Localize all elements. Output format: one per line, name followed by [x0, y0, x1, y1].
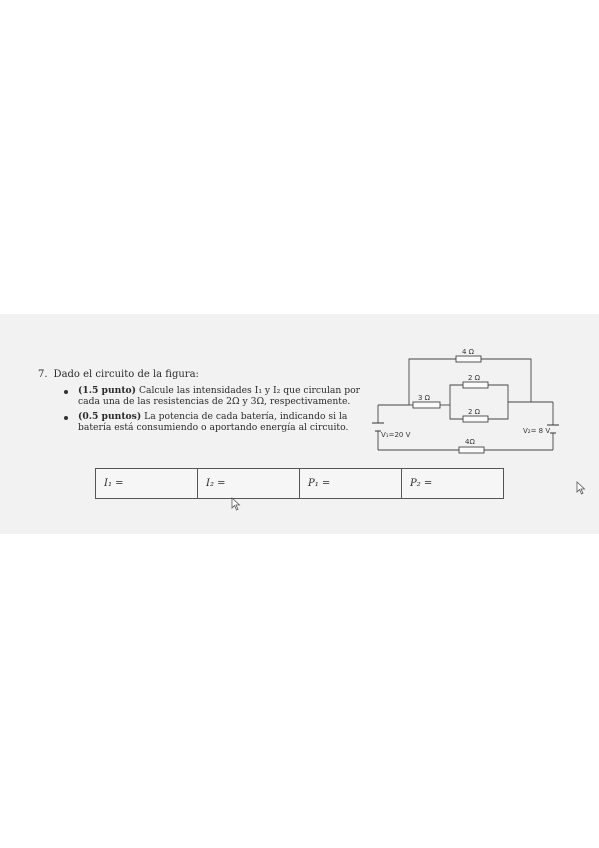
answer-table: [95, 468, 504, 499]
problem-item-1: [60, 386, 372, 407]
problem-items: [60, 386, 372, 438]
resistor-bottom-label: 4Ω: [465, 438, 475, 446]
answer-cell-i1[interactable]: I₁ =: [96, 469, 198, 498]
item-2-points: (0.5 puntos): [78, 411, 142, 423]
resistor-parallel-top-label: 2 Ω: [468, 374, 481, 382]
answer-cell-i2[interactable]: I₂ =: [198, 469, 300, 498]
item-1-text: Calcule las intensidades I₁ y I₂ que circulan por cada una de las resistencias de 2Ω y 3Ω, respectivamente.: [78, 385, 361, 407]
problem-title: [38, 369, 199, 381]
answer-cell-p1[interactable]: P₁ =: [300, 469, 402, 498]
battery-1-label: V₁=20 V: [381, 431, 411, 439]
bullet-icon: [64, 416, 68, 420]
item-2-text: La potencia de cada batería, indicando si la batería está consumiendo o aportando energía al circuito.: [78, 411, 349, 433]
problem-statement: Dado el circuito de la figura:: [53, 369, 199, 380]
problem-item-2: [60, 412, 372, 433]
mouse-pointer-icon: [576, 481, 586, 495]
answer-cell-p2[interactable]: P₂ =: [410, 478, 433, 489]
circuit-diagram: [368, 347, 580, 457]
resistor-top-label: 4 Ω: [462, 348, 475, 356]
resistor-parallel-bottom-label: 2 Ω: [468, 408, 481, 416]
bullet-icon: [64, 390, 68, 394]
item-1-points: (1.5 punto): [78, 385, 137, 396]
problem-number: 7.: [38, 369, 48, 380]
battery-2-label: V₂= 8 V: [523, 427, 551, 435]
resistor-left-label: 3 Ω: [418, 394, 431, 402]
mouse-pointer-icon: [231, 497, 241, 511]
